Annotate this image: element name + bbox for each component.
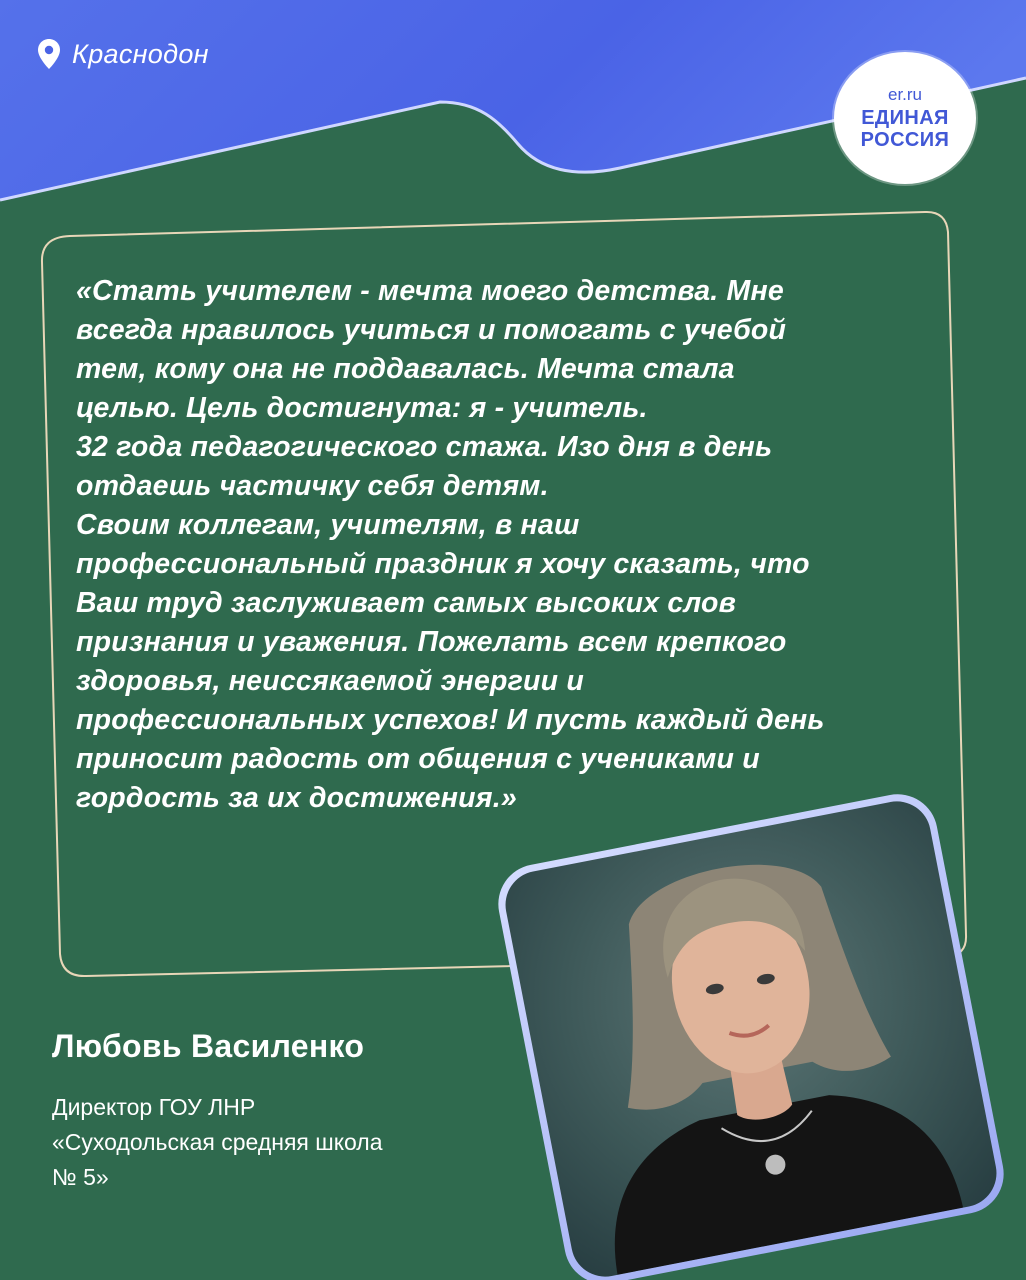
logo-url: er.ru [887, 85, 923, 104]
quote-line: отдаешь частичку себя детям. [76, 470, 549, 502]
quote-line: 32 года педагогического стажа. Изо дня в день [76, 431, 773, 463]
location-label [38, 34, 209, 74]
quote-line: приносит радость от общения с учениками и [76, 743, 760, 775]
quote-line: профессиональный праздник я хочу сказать, что [76, 548, 810, 580]
quote-line: целью. Цель достигнута: я - учитель. [76, 392, 648, 424]
location-text: Краснодон [72, 38, 209, 69]
quote-line: здоровья, неиссякаемой энергии и [76, 665, 584, 697]
quote-line: гордость за их достижения.» [76, 782, 517, 814]
logo-name-line1: ЕДИНАЯ [861, 107, 949, 129]
portrait-illustration [500, 796, 1003, 1280]
party-logo [834, 52, 976, 184]
quote-line: тем, кому она не поддавалась. Мечта стала [76, 353, 735, 385]
author-position [52, 1090, 522, 1195]
position-line: «Суходольская средняя школа [52, 1129, 383, 1155]
portrait-photo [500, 796, 1003, 1280]
author-name: Любовь Василенко [52, 1028, 365, 1064]
position-line: Директор ГОУ ЛНР [52, 1094, 256, 1120]
quote-line: Ваш труд заслуживает самых высоких слов [76, 587, 737, 619]
portrait-photo-frame [491, 787, 1010, 1280]
quote-line: Своим коллегам, учителям, в наш [76, 509, 580, 541]
map-pin-icon [38, 39, 60, 69]
logo-name-line2: РОССИЯ [860, 129, 950, 151]
position-line: № 5» [52, 1164, 109, 1190]
quote-line: всегда нравилось учиться и помогать с учебой [76, 314, 787, 346]
quote-line: «Стать учителем - мечта моего детства. Мне [76, 275, 784, 307]
quote-text [76, 272, 956, 818]
quote-line: признания и уважения. Пожелать всем крепкого [76, 626, 787, 658]
quote-line: профессиональных успехов! И пусть каждый день [76, 704, 825, 736]
